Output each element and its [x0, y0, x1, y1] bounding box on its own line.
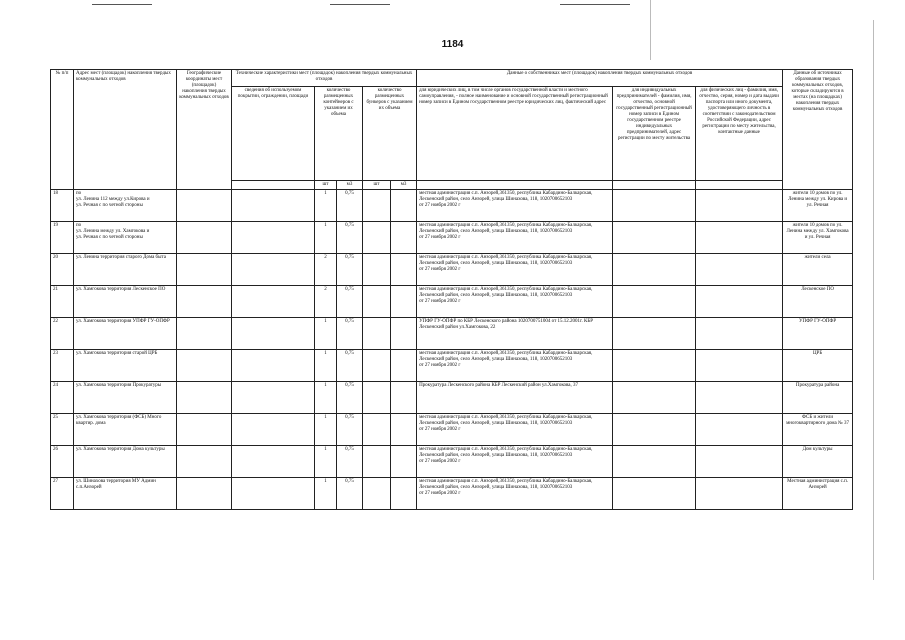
cell-address: ул. Хамгокова территория (ФСБ) Много квартир. дома — [74, 414, 177, 446]
cell-owner-legal: местная администрация с.п. Анзорей,361350, республика Кабардино-Балкарская, Лескенский район, село Анзорей, улица Шинахова, 118, 1020700652103 от 27 ноября 2002 г — [417, 190, 613, 222]
cell-containers-m3: 0,75 — [337, 414, 363, 446]
table-row — [51, 222, 853, 254]
cell-containers-pcs: 1 — [315, 318, 337, 350]
cell-containers-pcs: 1 — [315, 222, 337, 254]
cell-no: 24 — [51, 382, 74, 414]
cell-bunkers-pcs — [363, 414, 391, 446]
header-geo: Географические координаты мест (площадок) накопления твердых коммунальных отходов — [177, 70, 232, 190]
cell-surface — [232, 382, 315, 414]
cell-containers-pcs: 1 — [315, 350, 337, 382]
cell-geo — [177, 414, 232, 446]
cell-bunkers-m3 — [391, 350, 417, 382]
cell-address: ул. Ленина территория старого Дома быта — [74, 254, 177, 286]
cell-owner-ip — [613, 318, 696, 350]
table-row — [51, 190, 853, 222]
header-unit-pcs-1: шт — [315, 181, 337, 190]
cell-bunkers-pcs — [363, 318, 391, 350]
cell-owner-person — [696, 254, 783, 286]
cell-bunkers-pcs — [363, 286, 391, 318]
cell-no: 18 — [51, 190, 74, 222]
cell-bunkers-pcs — [363, 222, 391, 254]
cell-surface — [232, 222, 315, 254]
cell-bunkers-m3 — [391, 318, 417, 350]
table-row — [51, 254, 853, 286]
cell-owner-legal: местная администрация с.п. Анзорей,361350, республика Кабардино-Балкарская, Лескенский район, село Анзорей, улица Шинахова, 118, 1020700652103 от 27 ноября 2002 г — [417, 254, 613, 286]
cell-owner-legal: местная администрация с.п. Анзорей,361350, республика Кабардино-Балкарская, Лескенский район, село Анзорей, улица Шинахова, 118, 1020700652103 от 27 ноября 2002 г — [417, 446, 613, 478]
cell-address: ул. Шинахова территория МУ Админ с.п.Анзорей — [74, 478, 177, 510]
cell-no: 23 — [51, 350, 74, 382]
cell-bunkers-m3 — [391, 254, 417, 286]
cell-owner-ip — [613, 350, 696, 382]
cell-geo — [177, 318, 232, 350]
scan-line-top-right — [560, 4, 630, 5]
cell-owner-person — [696, 350, 783, 382]
header-group-tech: Технические характеристики мест (площадок) накопления твердых коммунальных отходов — [232, 70, 417, 87]
cell-source: жители села — [783, 254, 853, 286]
cell-geo — [177, 478, 232, 510]
cell-surface — [232, 190, 315, 222]
cell-surface — [232, 478, 315, 510]
cell-bunkers-m3 — [391, 446, 417, 478]
cell-source: Дом культуры — [783, 446, 853, 478]
cell-bunkers-pcs — [363, 478, 391, 510]
header-group-owners: Данные о собственниках мест (площадок) накопления твердых коммунальных отходов — [417, 70, 783, 87]
cell-owner-person — [696, 382, 783, 414]
cell-containers-m3: 0,75 — [337, 478, 363, 510]
header-owner-ip-blank — [613, 181, 696, 190]
cell-bunkers-pcs — [363, 350, 391, 382]
cell-bunkers-m3 — [391, 478, 417, 510]
cell-owner-person — [696, 286, 783, 318]
header-tech-bunkers: количество размещенных бункеров с указанием их объема — [363, 87, 417, 181]
cell-surface — [232, 350, 315, 382]
cell-source: ЦРБ — [783, 350, 853, 382]
cell-owner-legal: местная администрация с.п. Анзорей,361350, республика Кабардино-Балкарская, Лескенский район, село Анзорей, улица Шинахова, 118, 1020700652103 от 27 ноября 2002 г — [417, 478, 613, 510]
cell-address: по ул. Ленина 112 между ул.Кирова и ул. Речная с по четной стороны — [74, 190, 177, 222]
cell-bunkers-pcs — [363, 382, 391, 414]
header-unit-m3-2: м3 — [391, 181, 417, 190]
cell-address: ул. Хамгокова территория УПФР ГУ-ОПФР — [74, 318, 177, 350]
cell-source: ФСБ и жители многоквартирного дома № 37 — [783, 414, 853, 446]
cell-owner-ip — [613, 446, 696, 478]
cell-bunkers-m3 — [391, 222, 417, 254]
table-row — [51, 286, 853, 318]
cell-source: УПФР ГУ-ОПФР — [783, 318, 853, 350]
header-owner-ip: для индивидуальных предпринимателей - фамилия, имя, отчество, основной государственный регистрационный номер записи в Едином государственном реестре индивидуальных предпринимателей, адрес регистрации по месту жительства — [613, 87, 696, 181]
cell-owner-ip — [613, 414, 696, 446]
header-tech-containers: количество размещенных контейнеров с указанием их объема — [315, 87, 363, 181]
cell-owner-person — [696, 446, 783, 478]
cell-containers-pcs: 1 — [315, 446, 337, 478]
cell-surface — [232, 414, 315, 446]
waste-sites-table — [50, 69, 853, 510]
cell-address: ул. Хамгокова территория Лескенское ПО — [74, 286, 177, 318]
header-no: № п/п — [51, 70, 74, 190]
cell-bunkers-m3 — [391, 286, 417, 318]
cell-containers-pcs: 1 — [315, 414, 337, 446]
cell-geo — [177, 286, 232, 318]
cell-containers-pcs: 2 — [315, 254, 337, 286]
table-row — [51, 318, 853, 350]
table-row — [51, 478, 853, 510]
cell-owner-ip — [613, 382, 696, 414]
cell-containers-pcs: 1 — [315, 382, 337, 414]
cell-address: ул. Хамгокова территория Дома культуры — [74, 446, 177, 478]
header-row-1 — [51, 70, 853, 87]
cell-surface — [232, 286, 315, 318]
cell-owner-ip — [613, 254, 696, 286]
cell-source: жители 10 домов по ул. Ленина между ул. Хамгокова и ул. Речная — [783, 222, 853, 254]
cell-source: Лескенское ПО — [783, 286, 853, 318]
header-owner-legal: для юридических лиц, в том числе органов государственной власти и местного самоуправления, - полное наименование и основной государственный регистрационный номер записи в Едином государственном реестре юридических лиц, фактический адрес — [417, 87, 613, 181]
cell-geo — [177, 190, 232, 222]
cell-containers-pcs: 1 — [315, 478, 337, 510]
scan-line-top-mid — [330, 4, 390, 5]
cell-surface — [232, 446, 315, 478]
scan-line-vertical-right — [873, 20, 874, 580]
header-owner-legal-blank — [417, 181, 613, 190]
cell-owner-ip — [613, 190, 696, 222]
cell-owner-person — [696, 414, 783, 446]
header-tech-surface-blank — [232, 181, 315, 190]
cell-owner-person — [696, 478, 783, 510]
cell-address: по ул. Ленина между ул. Хамгокова и ул. Речная с по четной стороны — [74, 222, 177, 254]
cell-containers-m3: 0,75 — [337, 382, 363, 414]
cell-owner-legal: местная администрация с.п. Анзорей,361350, республика Кабардино-Балкарская, Лескенский район, село Анзорей, улица Шинахова, 118, 1020700652103 от 27 ноября 2002 г — [417, 414, 613, 446]
cell-owner-person — [696, 222, 783, 254]
header-owner-person: для физических лиц - фамилия, имя, отчество, серия, номер и дата выдачи паспорта или иного документа, удостоверяющего личность в соответствии с законодательством Российской Федерации, адрес регистрации по месту жительства, контактные данные — [696, 87, 783, 181]
cell-no: 27 — [51, 478, 74, 510]
cell-bunkers-m3 — [391, 414, 417, 446]
header-sources: Данные об источниках образования твердых коммунальных отходов, которые складируются в местах (на площадках) накопления твердых коммунальных отходов — [783, 70, 853, 190]
cell-owner-legal: Прокуратура Лескенского района КБР Лескенский район ул.Хамгокова, 37 — [417, 382, 613, 414]
cell-address: ул. Хамгокова территория старой ЦРБ — [74, 350, 177, 382]
header-address: Адрес мест (площадок) накопления твердых коммунальных отходов — [74, 70, 177, 190]
cell-bunkers-m3 — [391, 382, 417, 414]
table-row — [51, 350, 853, 382]
cell-geo — [177, 382, 232, 414]
cell-surface — [232, 254, 315, 286]
cell-containers-m3: 0,75 — [337, 318, 363, 350]
cell-containers-m3: 0,75 — [337, 190, 363, 222]
cell-source: жители 10 домов по ул. Ленина между ул. Кирова и ул. Речная — [783, 190, 853, 222]
cell-no: 20 — [51, 254, 74, 286]
cell-containers-pcs: 1 — [315, 190, 337, 222]
header-unit-pcs-2: шт — [363, 181, 391, 190]
cell-owner-legal: местная администрация с.п. Анзорей,361350, республика Кабардино-Балкарская, Лескенский район, село Анзорей, улица Шинахова, 118, 1020700652103 от 27 ноября 2002 г — [417, 286, 613, 318]
cell-address: ул. Хамгокова территория Прокуратуры — [74, 382, 177, 414]
cell-containers-m3: 0,75 — [337, 446, 363, 478]
header-unit-m3-1: м3 — [337, 181, 363, 190]
cell-containers-pcs: 2 — [315, 286, 337, 318]
cell-owner-legal: местная администрация с.п. Анзорей,361350, республика Кабардино-Балкарская, Лескенский район, село Анзорей, улица Шинахова, 118, 1020700652103 от 27 ноября 2002 г — [417, 350, 613, 382]
cell-owner-legal: местная администрация с.п. Анзорей,361350, республика Кабардино-Балкарская, Лескенский район, село Анзорей, улица Шинахова, 118, 1020700652103 от 27 ноября 2002 г — [417, 222, 613, 254]
cell-geo — [177, 222, 232, 254]
cell-containers-m3: 0,75 — [337, 350, 363, 382]
cell-geo — [177, 446, 232, 478]
scan-line-vertical-mid — [650, 0, 651, 60]
cell-containers-m3: 0,75 — [337, 222, 363, 254]
cell-containers-m3: 0,75 — [337, 286, 363, 318]
cell-bunkers-m3 — [391, 190, 417, 222]
cell-source: Прокуратура района — [783, 382, 853, 414]
cell-no: 21 — [51, 286, 74, 318]
cell-no: 19 — [51, 222, 74, 254]
table-row — [51, 382, 853, 414]
cell-owner-ip — [613, 286, 696, 318]
cell-no: 22 — [51, 318, 74, 350]
scan-line-top-left — [92, 4, 152, 5]
table-row — [51, 446, 853, 478]
page-number: 1184 — [441, 39, 464, 50]
cell-no: 26 — [51, 446, 74, 478]
cell-owner-ip — [613, 478, 696, 510]
cell-bunkers-pcs — [363, 446, 391, 478]
cell-owner-ip — [613, 222, 696, 254]
table-row — [51, 414, 853, 446]
cell-source: Местная администрация с.п. Анзорей — [783, 478, 853, 510]
cell-bunkers-pcs — [363, 254, 391, 286]
cell-owner-person — [696, 318, 783, 350]
cell-owner-person — [696, 190, 783, 222]
cell-geo — [177, 350, 232, 382]
header-owner-person-blank — [696, 181, 783, 190]
cell-owner-legal: УПФР ГУ-ОПФР по КБР Лескенского района 1020700751004 от 15.12.2001г. КБР Лескенский район ул.Хамгокова, 22 — [417, 318, 613, 350]
cell-bunkers-pcs — [363, 190, 391, 222]
cell-surface — [232, 318, 315, 350]
cell-no: 25 — [51, 414, 74, 446]
header-tech-surface: сведения об используемом покрытии, ограждении, площади — [232, 87, 315, 181]
cell-geo — [177, 254, 232, 286]
cell-containers-m3: 0,75 — [337, 254, 363, 286]
